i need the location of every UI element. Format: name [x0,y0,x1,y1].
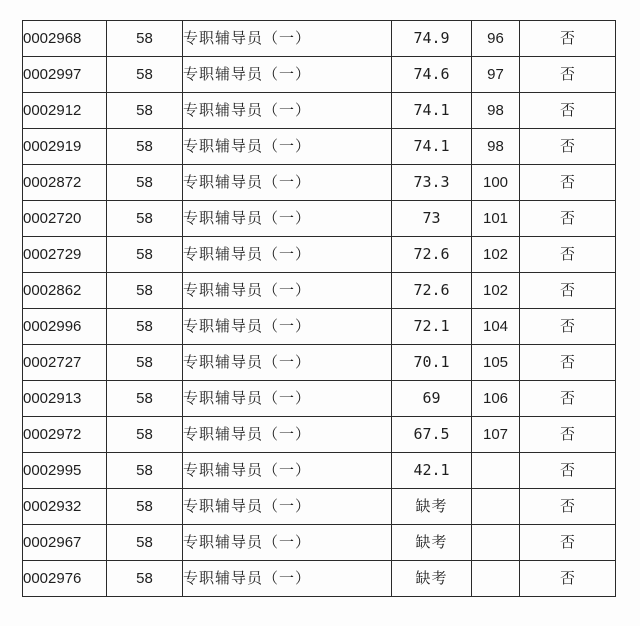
candidate-id-cell: 0002968 [23,21,107,57]
candidate-id-cell: 0002976 [23,561,107,597]
advance-flag-cell: 否 [520,93,616,129]
position-name-cell: 专职辅导员（一） [183,165,392,201]
table-row [23,273,616,309]
score-cell: 74.1 [392,93,472,129]
rank-cell: 98 [472,129,520,165]
advance-flag-cell: 否 [520,381,616,417]
position-name-cell: 专职辅导员（一） [183,525,392,561]
rank-cell [472,561,520,597]
position-code-cell: 58 [107,525,183,561]
position-code-cell: 58 [107,165,183,201]
candidate-id-cell: 0002729 [23,237,107,273]
candidate-id-cell: 0002913 [23,381,107,417]
candidate-id-cell: 0002727 [23,345,107,381]
position-code-cell: 58 [107,201,183,237]
rank-cell: 101 [472,201,520,237]
advance-flag-cell: 否 [520,237,616,273]
position-name-cell: 专职辅导员（一） [183,129,392,165]
position-code-cell: 58 [107,453,183,489]
score-cell: 73.3 [392,165,472,201]
advance-flag-cell: 否 [520,417,616,453]
rank-cell: 102 [472,273,520,309]
score-cell: 72.6 [392,273,472,309]
candidate-id-cell: 0002912 [23,93,107,129]
advance-flag-cell: 否 [520,309,616,345]
score-cell: 缺考 [392,561,472,597]
score-cell: 缺考 [392,489,472,525]
candidate-id-cell: 0002972 [23,417,107,453]
score-cell: 72.6 [392,237,472,273]
position-name-cell: 专职辅导员（一） [183,273,392,309]
rank-cell: 105 [472,345,520,381]
rank-cell [472,453,520,489]
table-row [23,93,616,129]
table-row [23,309,616,345]
results-table-body [23,21,616,597]
position-code-cell: 58 [107,381,183,417]
score-cell: 74.9 [392,21,472,57]
table-row [23,561,616,597]
candidate-id-cell: 0002872 [23,165,107,201]
position-name-cell: 专职辅导员（一） [183,309,392,345]
table-row [23,129,616,165]
advance-flag-cell: 否 [520,345,616,381]
position-code-cell: 58 [107,129,183,165]
position-name-cell: 专职辅导员（一） [183,21,392,57]
table-row [23,165,616,201]
rank-cell: 97 [472,57,520,93]
table-row [23,237,616,273]
advance-flag-cell: 否 [520,273,616,309]
candidate-id-cell: 0002919 [23,129,107,165]
position-code-cell: 58 [107,345,183,381]
position-name-cell: 专职辅导员（一） [183,489,392,525]
position-name-cell: 专职辅导员（一） [183,57,392,93]
candidate-id-cell: 0002932 [23,489,107,525]
position-name-cell: 专职辅导员（一） [183,561,392,597]
table-row [23,201,616,237]
advance-flag-cell: 否 [520,129,616,165]
candidate-id-cell: 0002720 [23,201,107,237]
results-table [22,20,616,597]
position-code-cell: 58 [107,417,183,453]
advance-flag-cell: 否 [520,489,616,525]
position-name-cell: 专职辅导员（一） [183,93,392,129]
position-name-cell: 专职辅导员（一） [183,201,392,237]
candidate-id-cell: 0002997 [23,57,107,93]
rank-cell: 102 [472,237,520,273]
table-row [23,21,616,57]
advance-flag-cell: 否 [520,561,616,597]
position-name-cell: 专职辅导员（一） [183,417,392,453]
position-name-cell: 专职辅导员（一） [183,453,392,489]
position-code-cell: 58 [107,309,183,345]
score-cell: 73 [392,201,472,237]
score-cell: 42.1 [392,453,472,489]
rank-cell [472,489,520,525]
advance-flag-cell: 否 [520,165,616,201]
position-name-cell: 专职辅导员（一） [183,345,392,381]
score-cell: 缺考 [392,525,472,561]
position-name-cell: 专职辅导员（一） [183,237,392,273]
table-row [23,525,616,561]
table-row [23,381,616,417]
position-code-cell: 58 [107,489,183,525]
score-cell: 72.1 [392,309,472,345]
advance-flag-cell: 否 [520,57,616,93]
rank-cell: 106 [472,381,520,417]
position-code-cell: 58 [107,21,183,57]
rank-cell: 104 [472,309,520,345]
candidate-id-cell: 0002862 [23,273,107,309]
table-row [23,57,616,93]
position-code-cell: 58 [107,273,183,309]
position-name-cell: 专职辅导员（一） [183,381,392,417]
rank-cell: 98 [472,93,520,129]
candidate-id-cell: 0002996 [23,309,107,345]
advance-flag-cell: 否 [520,453,616,489]
score-cell: 70.1 [392,345,472,381]
table-row [23,345,616,381]
rank-cell [472,525,520,561]
position-code-cell: 58 [107,93,183,129]
score-cell: 67.5 [392,417,472,453]
table-row [23,417,616,453]
advance-flag-cell: 否 [520,525,616,561]
table-row [23,453,616,489]
advance-flag-cell: 否 [520,201,616,237]
table-row [23,489,616,525]
score-cell: 74.1 [392,129,472,165]
position-code-cell: 58 [107,561,183,597]
score-cell: 74.6 [392,57,472,93]
rank-cell: 100 [472,165,520,201]
rank-cell: 107 [472,417,520,453]
rank-cell: 96 [472,21,520,57]
candidate-id-cell: 0002967 [23,525,107,561]
candidate-id-cell: 0002995 [23,453,107,489]
position-code-cell: 58 [107,237,183,273]
position-code-cell: 58 [107,57,183,93]
advance-flag-cell: 否 [520,21,616,57]
score-cell: 69 [392,381,472,417]
